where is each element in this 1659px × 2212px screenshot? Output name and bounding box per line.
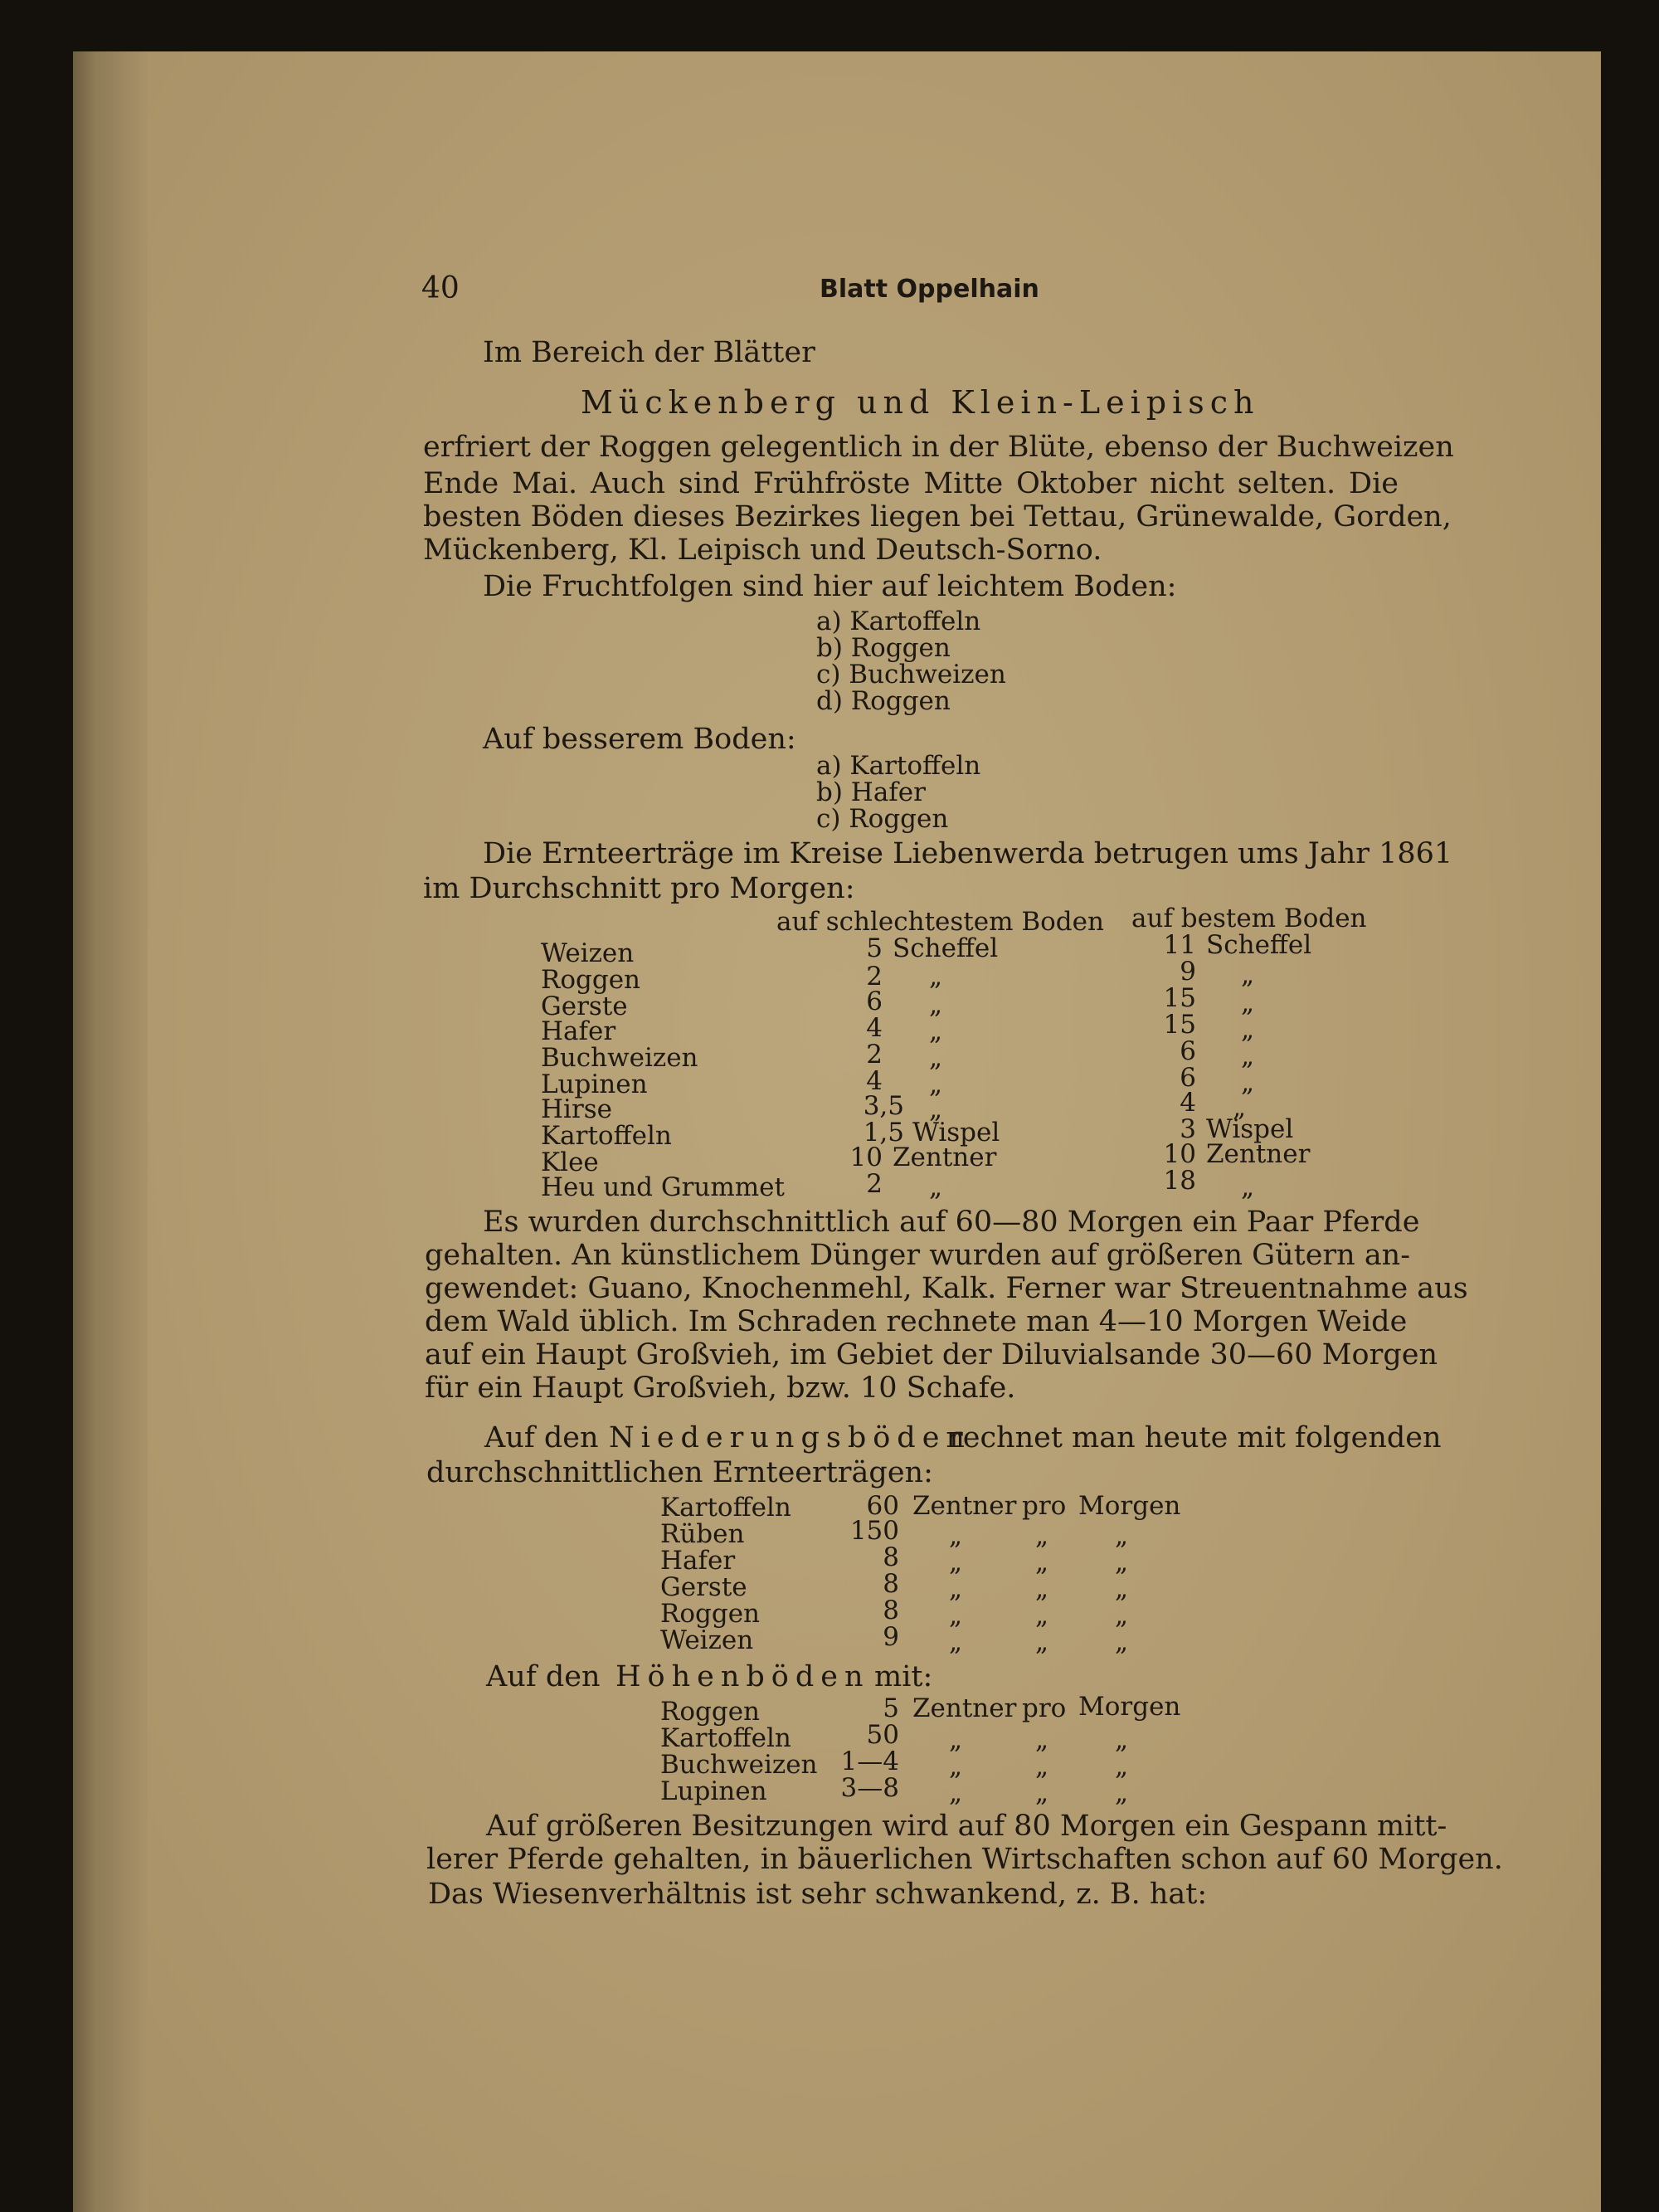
lowland-intro-line-2: durchschnittlichen Ernteerträgen:	[426, 1456, 933, 1489]
unit-zentner: „	[949, 1627, 963, 1657]
crop-name: Buchweizen	[541, 1043, 698, 1073]
paragraph-2-line-4: dem Wald üblich. Im Schraden rechnete man 4—10 Morgen Weide	[425, 1305, 1408, 1338]
yields-intro-line-2: im Durchschnitt pro Morgen:	[423, 872, 855, 905]
best-unit: Zentner	[1206, 1139, 1311, 1169]
best-unit: Scheffel	[1206, 930, 1312, 960]
rotation-light-d: d) Roggen	[816, 686, 951, 716]
yields-intro-line-1: Die Ernteerträge im Kreise Liebenwerda betrugen ums Jahr 1861	[483, 837, 1453, 870]
rotation-light-a: a) Kartoffeln	[816, 607, 981, 636]
best-unit: „	[1241, 1172, 1255, 1202]
best-value: 9	[1180, 957, 1196, 987]
intro-line: Im Bereich der Blätter	[483, 336, 815, 369]
worst-value: 10	[849, 1143, 883, 1172]
page-number: 40	[421, 271, 460, 305]
yield-value: 8	[883, 1569, 899, 1599]
unit-zentner: „	[949, 1521, 963, 1551]
paragraph-3-line-3: Das Wiesenverhältnis ist sehr schwankend, z. B. hat:	[428, 1878, 1208, 1911]
running-title: Blatt Oppelhain	[820, 275, 1039, 304]
yield-value: 8	[883, 1542, 899, 1572]
rotation-light-b: b) Roggen	[816, 633, 951, 663]
unit-pro: pro	[1022, 1693, 1067, 1723]
paragraph-2-line-6: für ein Haupt Großvieh, bzw. 10 Schafe.	[425, 1372, 1016, 1405]
crop-name: Hafer	[660, 1546, 736, 1576]
paragraph-2-line-2: gehalten. An künstlichem Dünger wurden auf größeren Gütern an-	[425, 1239, 1411, 1272]
crop-name: Kartoffeln	[660, 1493, 791, 1523]
paragraph-1-line-4: Mückenberg, Kl. Leipisch und Deutsch-Sorno.	[423, 534, 1102, 567]
crop-name: Roggen	[660, 1599, 761, 1629]
worst-unit: „	[929, 1094, 943, 1124]
rotation-better-c: c) Roggen	[816, 804, 949, 834]
crop-name: Hafer	[541, 1016, 616, 1046]
unit-zentner: Zentner	[912, 1693, 1017, 1723]
paragraph-1-line-3: besten Böden dieses Bezirkes liegen bei Tettau, Grünewalde, Gorden,	[423, 500, 1452, 534]
yield-value: 150	[849, 1516, 899, 1546]
worst-value: 2	[866, 1169, 883, 1199]
yield-value: 1—4	[840, 1747, 899, 1776]
rotation-intro: Die Fruchtfolgen sind hier auf leichtem Boden:	[483, 570, 1177, 603]
best-unit: „	[1241, 1015, 1255, 1045]
rotation-better-a: a) Kartoffeln	[816, 751, 981, 781]
worst-unit: Wispel	[912, 1118, 1000, 1147]
unit-pro: „	[1035, 1725, 1049, 1755]
highland-intro-word: Höhenböden	[615, 1660, 870, 1693]
unit-pro: pro	[1022, 1491, 1067, 1521]
yield-value: 3—8	[840, 1773, 899, 1803]
paragraph-3-line-2: lerer Pferde gehalten, in bäuerlichen Wirtschaften schon auf 60 Morgen.	[426, 1843, 1503, 1876]
worst-unit: „	[929, 1172, 943, 1202]
unit-pro: „	[1035, 1601, 1049, 1630]
unit-pro: „	[1035, 1627, 1049, 1657]
yield-value: 5	[883, 1693, 899, 1723]
crop-name: Lupinen	[660, 1776, 767, 1806]
crop-name: Kartoffeln	[541, 1121, 672, 1151]
col-header-worst-soil: auf schlechtestem Boden	[776, 907, 1104, 937]
best-value: 11	[1163, 930, 1196, 960]
worst-unit: Zentner	[893, 1143, 997, 1172]
rotation-better-label: Auf besserem Boden:	[483, 723, 796, 756]
unit-morgen: „	[1115, 1547, 1129, 1577]
unit-morgen: „	[1115, 1752, 1129, 1781]
crop-name: Gerste	[541, 992, 628, 1021]
best-value: 15	[1163, 1010, 1196, 1040]
best-value: 6	[1180, 1036, 1196, 1066]
unit-morgen: Morgen	[1078, 1491, 1181, 1521]
worst-value: 2	[866, 1040, 883, 1069]
yield-value: 60	[866, 1491, 899, 1521]
crop-name: Gerste	[660, 1572, 747, 1602]
unit-zentner: „	[949, 1725, 963, 1755]
crop-name: Hirse	[541, 1094, 613, 1124]
rotation-better-b: b) Hafer	[816, 777, 926, 807]
best-value: 18	[1163, 1166, 1196, 1196]
page-gutter	[73, 51, 148, 2212]
lowland-intro-prefix: Auf den	[484, 1421, 599, 1454]
best-value: 6	[1180, 1063, 1196, 1093]
worst-value: 1,5	[863, 1118, 904, 1147]
unit-pro: „	[1035, 1547, 1049, 1577]
unit-morgen: „	[1115, 1574, 1129, 1604]
best-unit: „	[1241, 1041, 1255, 1071]
worst-value: 4	[866, 1013, 883, 1043]
paragraph-2-line-1: Es wurden durchschnittlich auf 60—80 Morgen ein Paar Pferde	[483, 1206, 1420, 1239]
worst-value: 5	[866, 933, 883, 963]
unit-zentner: „	[949, 1778, 963, 1808]
unit-zentner: „	[949, 1574, 963, 1604]
worst-unit: „	[929, 1016, 943, 1046]
paragraph-2-line-5: auf ein Haupt Großvieh, im Gebiet der Diluvialsande 30—60 Morgen	[425, 1338, 1438, 1372]
crop-name: Buchweizen	[660, 1750, 818, 1780]
worst-unit: „	[929, 1069, 943, 1099]
worst-value: 3,5	[863, 1091, 904, 1121]
yield-value: 9	[883, 1622, 899, 1652]
best-value: 15	[1163, 983, 1196, 1013]
unit-zentner: Zentner	[912, 1491, 1017, 1521]
worst-value: 2	[866, 962, 883, 992]
worst-value: 6	[866, 987, 883, 1016]
lowland-intro-word: Niederungsböden	[609, 1421, 971, 1454]
unit-morgen: „	[1115, 1778, 1129, 1808]
yield-value: 8	[883, 1596, 899, 1625]
col-header-best-soil: auf bestem Boden	[1131, 904, 1367, 933]
unit-zentner: „	[949, 1547, 963, 1577]
unit-morgen: „	[1115, 1627, 1129, 1657]
crop-name: Weizen	[541, 938, 635, 968]
unit-zentner: „	[949, 1601, 963, 1630]
worst-unit: Scheffel	[893, 933, 999, 963]
paragraph-2-line-3: gewendet: Guano, Knochenmehl, Kalk. Ferner war Streuentnahme aus	[425, 1272, 1468, 1305]
best-unit: Wispel	[1206, 1114, 1294, 1144]
unit-morgen: „	[1115, 1601, 1129, 1630]
paragraph-1-line-1: erfriert der Roggen gelegentlich in der Blüte, ebenso der Buchweizen	[423, 431, 1454, 464]
unit-pro: „	[1035, 1521, 1049, 1551]
best-unit: „	[1241, 960, 1255, 990]
crop-name: Kartoffeln	[660, 1723, 791, 1753]
unit-morgen: Morgen	[1078, 1692, 1181, 1722]
subheading: Mückenberg und Klein-Leipisch	[581, 384, 1260, 421]
best-value: 10	[1163, 1139, 1196, 1169]
unit-pro: „	[1035, 1574, 1049, 1604]
highland-intro-prefix: Auf den	[486, 1660, 601, 1693]
crop-name: Klee	[541, 1147, 599, 1177]
crop-name: Rüben	[660, 1519, 745, 1549]
crop-name: Heu und Grummet	[541, 1172, 785, 1202]
worst-value: 4	[866, 1066, 883, 1096]
highland-intro-suffix: mit:	[874, 1660, 933, 1693]
unit-morgen: „	[1115, 1521, 1129, 1551]
paragraph-3-line-1: Auf größeren Besitzungen wird auf 80 Morgen ein Gespann mitt-	[486, 1810, 1447, 1843]
unit-zentner: „	[949, 1752, 963, 1781]
lowland-intro-suffix: rechnet man heute mit folgenden	[949, 1421, 1442, 1454]
crop-name: Weizen	[660, 1625, 754, 1655]
best-value: 3	[1180, 1114, 1196, 1144]
unit-pro: „	[1035, 1778, 1049, 1808]
unit-pro: „	[1035, 1752, 1049, 1781]
yield-value: 50	[866, 1720, 899, 1750]
crop-name: Roggen	[660, 1697, 761, 1727]
crop-name: Roggen	[541, 965, 641, 995]
crop-name: Lupinen	[541, 1069, 648, 1099]
rotation-light-c: c) Buchweizen	[816, 660, 1006, 689]
worst-unit: „	[929, 990, 943, 1020]
paragraph-1-line-2: Ende Mai. Auch sind Frühfröste Mitte Oktober nicht selten. Die	[423, 467, 1399, 500]
unit-morgen: „	[1115, 1725, 1129, 1755]
best-unit: „	[1241, 1068, 1255, 1098]
best-unit: „	[1241, 988, 1255, 1018]
best-value: 4	[1180, 1088, 1196, 1118]
worst-unit: „	[929, 962, 943, 992]
worst-unit: „	[929, 1043, 943, 1073]
best-unit: „	[1233, 1093, 1247, 1123]
